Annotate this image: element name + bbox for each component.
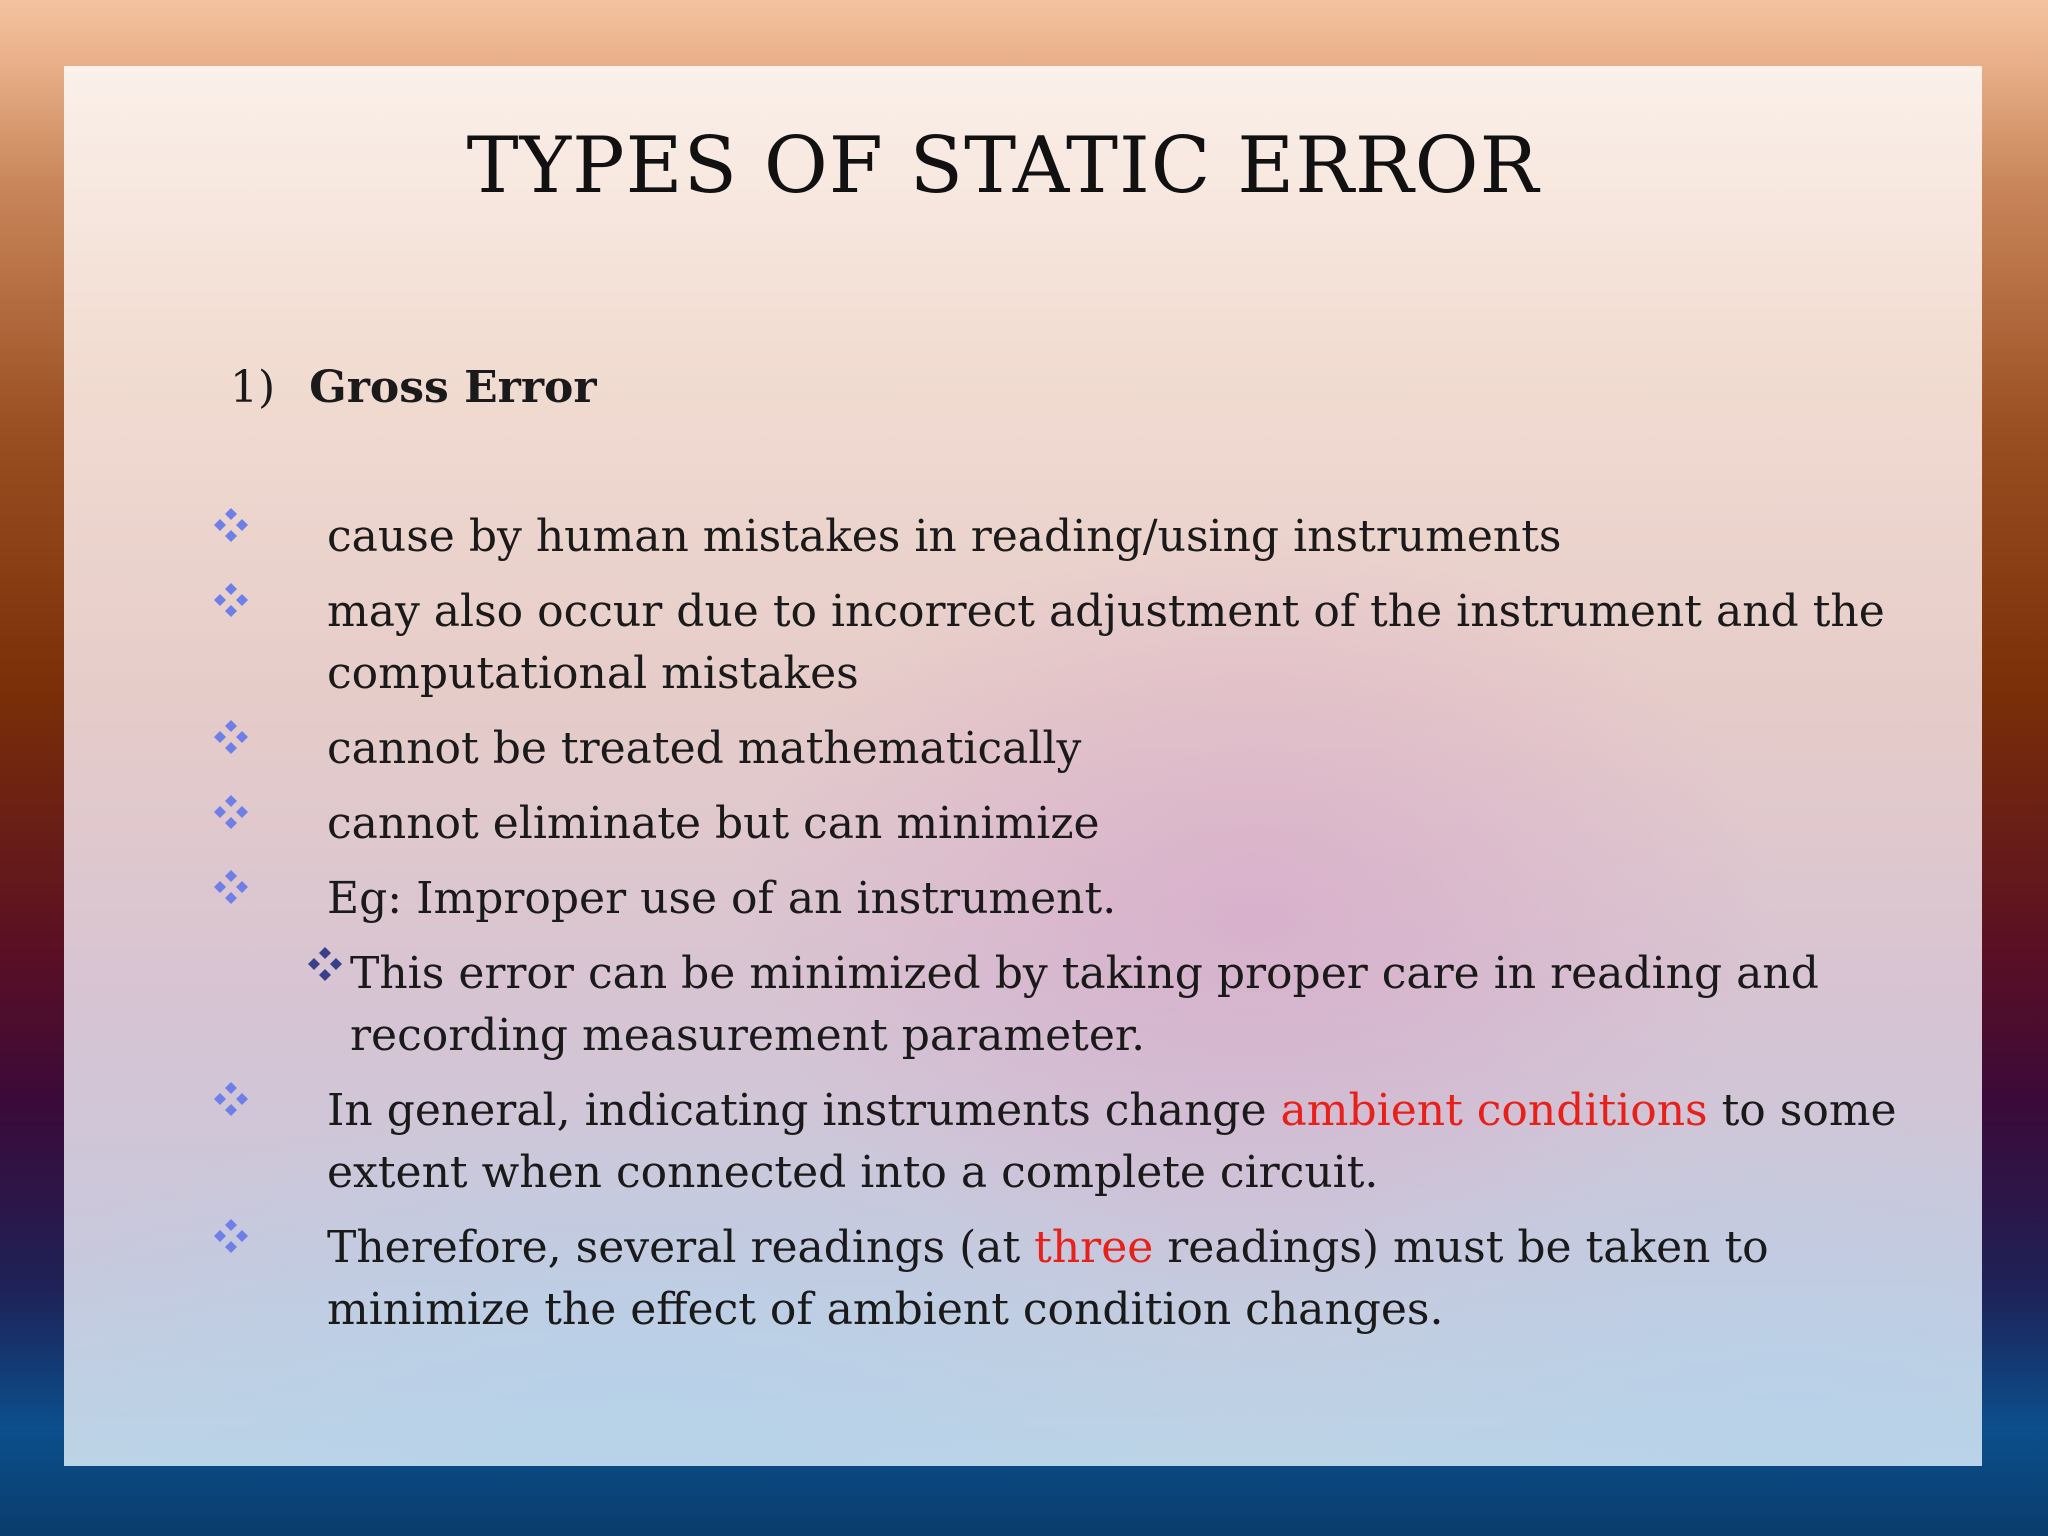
section-heading	[230, 362, 597, 413]
bullet-text: cannot eliminate but can minimize	[327, 798, 1100, 849]
bullet-item	[210, 1080, 1940, 1204]
bullet-item	[210, 581, 1940, 705]
bullet-list	[210, 506, 1940, 1354]
highlighted-term: ambient conditions	[1280, 1085, 1708, 1136]
four-diamond-bullet-icon	[210, 1215, 252, 1257]
bullet-text-after: readings) must be taken to minimize the effect of ambient condition changes.	[327, 1222, 1769, 1335]
sub-bullet-text: This error can be minimized by taking proper care in reading and recording measurement parameter.	[350, 948, 1819, 1061]
bullet-item	[210, 868, 1940, 930]
four-diamond-bullet-icon	[210, 791, 252, 833]
bullet-item	[210, 1217, 1940, 1341]
four-diamond-bullet-icon	[304, 943, 346, 985]
bullet-text: cannot be treated mathematically	[327, 723, 1082, 774]
bullet-text: may also occur due to incorrect adjustment of the instrument and the computational mistakes	[327, 586, 1885, 699]
bullet-text-before: In general, indicating instruments change	[327, 1085, 1281, 1136]
bullet-item	[210, 793, 1940, 855]
four-diamond-bullet-icon	[210, 1078, 252, 1120]
sub-bullet-item	[210, 943, 1940, 1067]
bullet-text: cause by human mistakes in reading/using instruments	[327, 511, 1562, 562]
slide-title: TYPES OF STATIC ERROR	[466, 121, 1540, 211]
bullet-text-after: to some extent when connected into a complete circuit.	[327, 1085, 1897, 1198]
slide-panel	[64, 66, 1982, 1466]
four-diamond-bullet-icon	[210, 504, 252, 546]
four-diamond-bullet-icon	[210, 866, 252, 908]
bullet-text: Eg: Improper use of an instrument.	[327, 873, 1117, 924]
section-number: 1)	[230, 362, 276, 413]
four-diamond-bullet-icon	[210, 716, 252, 758]
bullet-item	[210, 506, 1940, 568]
highlighted-term: three	[1034, 1222, 1154, 1273]
four-diamond-bullet-icon	[210, 579, 252, 621]
bullet-text-before: Therefore, several readings (at	[327, 1222, 1035, 1273]
bullet-item	[210, 718, 1940, 780]
section-name: Gross Error	[309, 362, 597, 413]
